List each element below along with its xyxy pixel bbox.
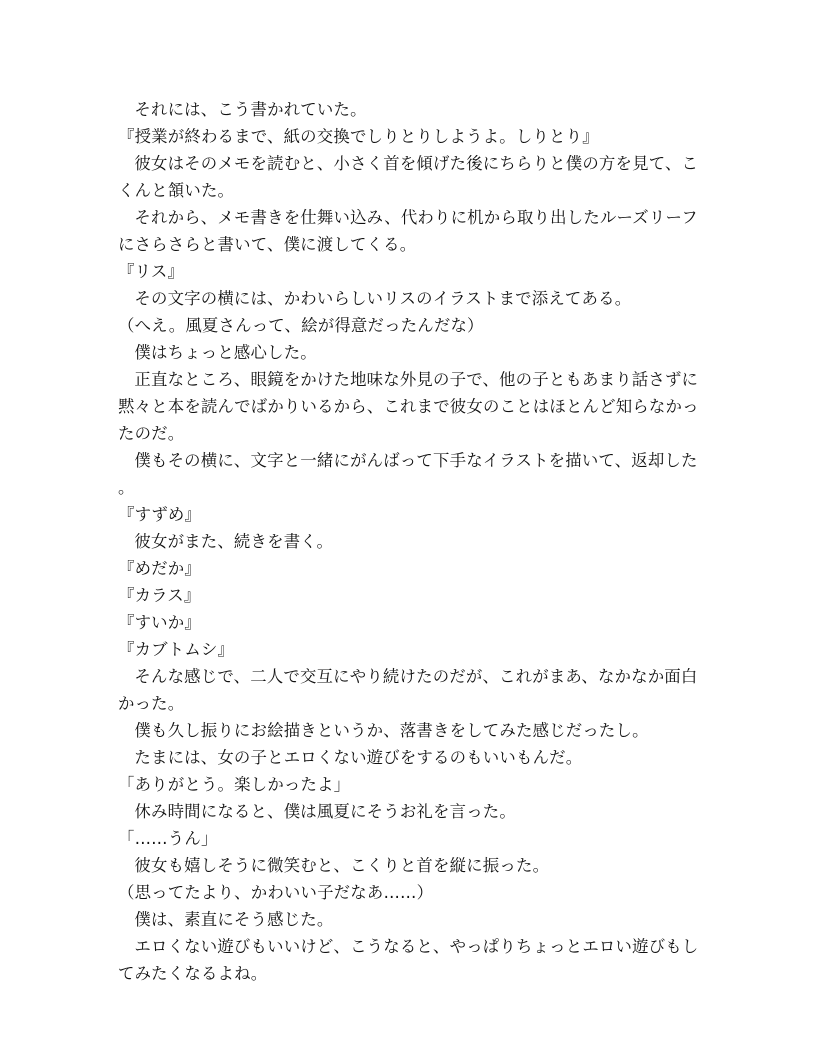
paragraph: それには、こう書かれていた。 xyxy=(134,100,367,119)
paragraph: 僕は、素直にそう感じた。 xyxy=(134,910,334,929)
paragraph: それから、メモ書きを仕舞い込み、代わりに机から取り出したルーズリーフにさらさらと書いて、僕に渡してくる。 xyxy=(118,208,698,254)
paragraph: 休み時間になると、僕は風夏にそうお礼を言った。 xyxy=(134,802,516,821)
paragraph: 彼女はそのメモを読むと、小さく首を傾げた後にちらりと僕の方を見て、こくんと頷いた。 xyxy=(118,154,699,200)
paragraph: （へえ。風夏さんって、絵が得意だったんだな） xyxy=(118,316,484,335)
paragraph: 『カラス』 xyxy=(118,586,201,605)
paragraph: その文字の横には、かわいらしいリスのイラストまで添えてある。 xyxy=(134,289,632,308)
paragraph: 彼女がまた、続きを書く。 xyxy=(134,532,334,551)
paragraph: エロくない遊びもいいけど、こうなると、やっぱりちょっとエロい遊びもしてみたくなるよね。 xyxy=(118,937,699,983)
paragraph: 正直なところ、眼鏡をかけた地味な外見の子で、他の子ともあまり話さずに黙々と本を読んでばかりいるから、これまで彼女のことはほとんど知らなかったのだ。 xyxy=(118,370,699,443)
paragraph: たまには、女の子とエロくない遊びをするのもいいもんだ。 xyxy=(134,748,583,767)
paragraph: 『すいか』 xyxy=(118,613,201,632)
paragraph: 彼女も嬉しそうに微笑むと、こくりと首を縦に振った。 xyxy=(134,856,550,875)
paragraph: そんな感じで、二人で交互にやり続けたのだが、これがまあ、なかなか面白かった。 xyxy=(118,667,698,713)
paragraph: 『カブトムシ』 xyxy=(118,640,235,659)
paragraph: 『リス』 xyxy=(118,262,185,281)
paragraph: 僕も久し振りにお絵描きというか、落書きをしてみた感じだったし。 xyxy=(134,721,649,740)
paragraph: 僕はちょっと感心した。 xyxy=(134,343,317,362)
paragraph: 『めだか』 xyxy=(118,559,201,578)
paragraph: 「……うん」 xyxy=(118,829,218,848)
paragraph: 『すずめ』 xyxy=(118,505,202,524)
paragraph: 僕もその横に、文字と一緒にがんばって下手なイラストを描いて、返却した。 xyxy=(118,451,698,497)
paragraph: （思ってたより、かわいい子だなあ……） xyxy=(118,883,434,902)
body-text xyxy=(118,96,708,987)
paragraph: 「ありがとう。楽しかったよ」 xyxy=(118,775,351,794)
paragraph: 『授業が終わるまで、紙の交換でしりとりしようよ。しりとり』 xyxy=(118,127,599,146)
